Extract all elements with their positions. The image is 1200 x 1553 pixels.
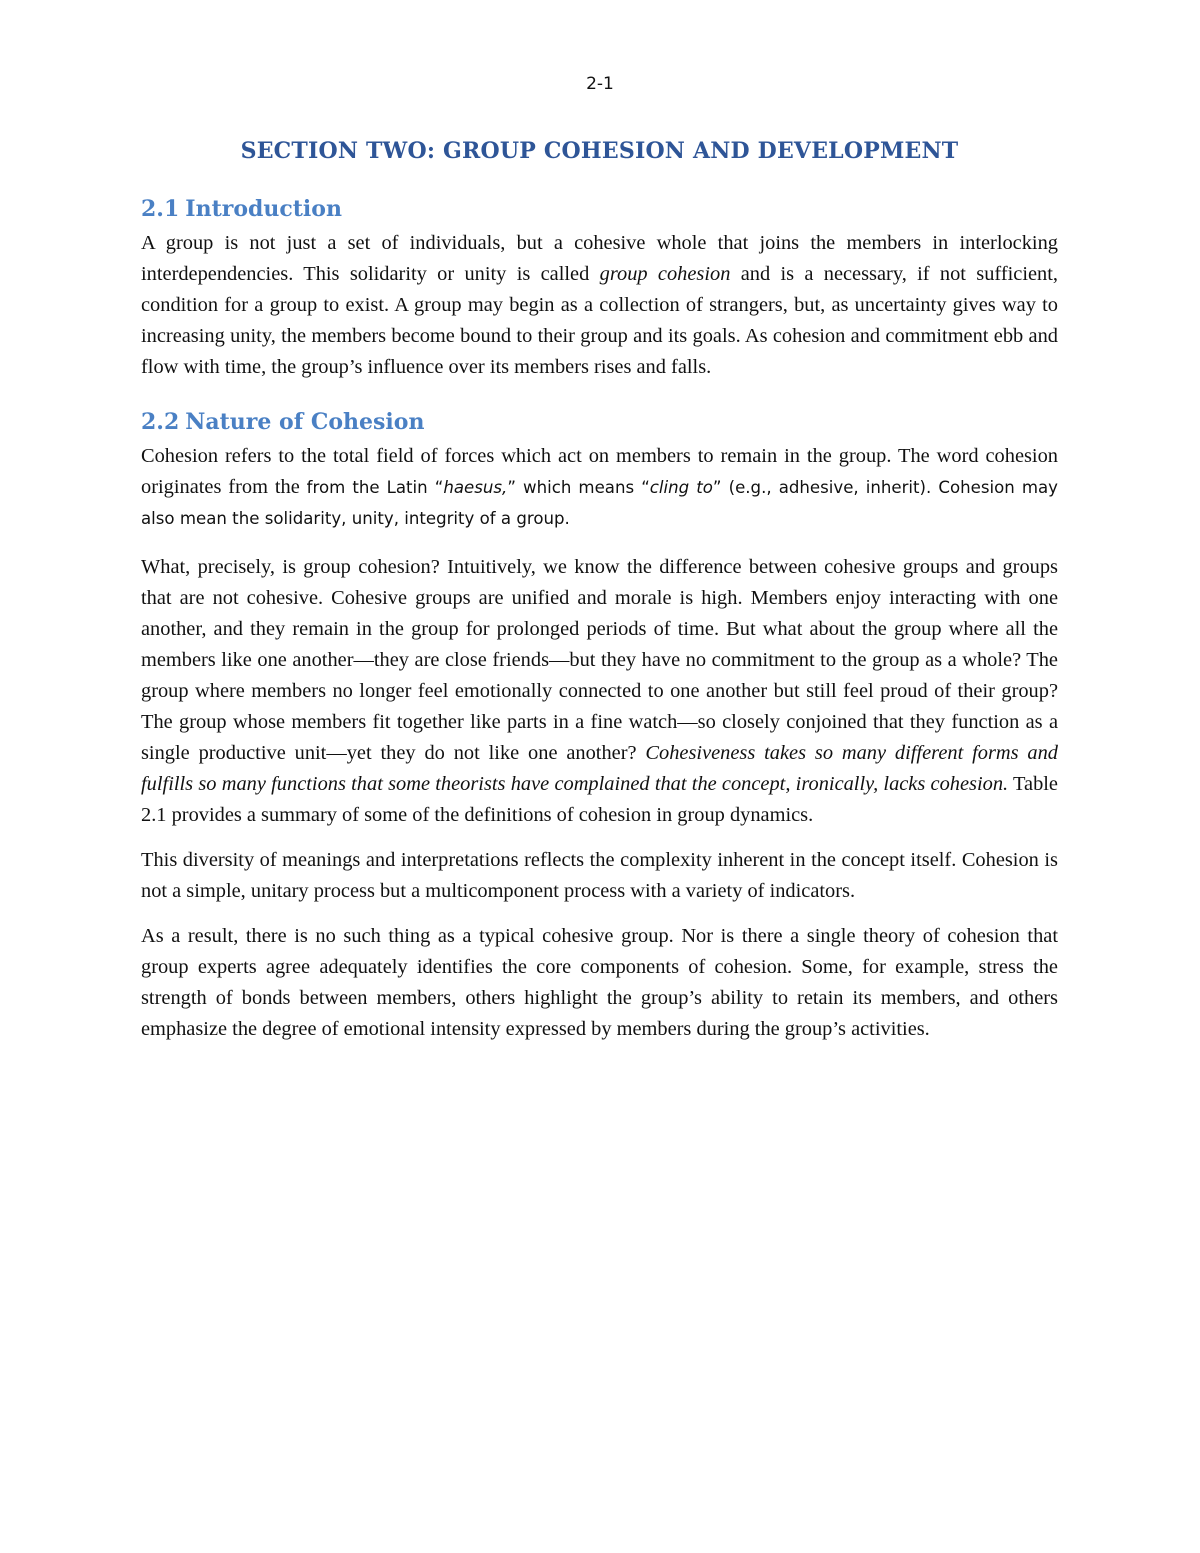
- page-number: 2-1: [586, 74, 614, 94]
- section-title: Introduction: [185, 196, 342, 222]
- section-heading-nature-of-cohesion: [141, 407, 1058, 437]
- paragraph-introduction: [141, 228, 1058, 383]
- emphasis-term: cling to: [649, 478, 713, 497]
- section-number: 2.1: [141, 196, 180, 222]
- emphasis-term: group cohesion: [599, 263, 731, 285]
- paragraph-cohesion-definition: [141, 441, 1058, 534]
- text-run: ” which means “: [507, 478, 650, 497]
- text-run: Cohesion may also mean the solidarity, unity, integrity of a group.: [141, 478, 1058, 528]
- text-run: A group is not just a set of individuals, but a cohesive whole that joins the members in interlocking interdependencies. This solidarity or unity is called: [141, 232, 1058, 285]
- emphasis-sentence: Cohesiveness takes so many different forms and fulfills so many functions that some theorists have complained that the concept, ironically, lacks cohesion.: [141, 742, 1058, 795]
- paragraph-diversity: This diversity of meanings and interpretations reflects the complexity inherent in the concept itself. Cohesion is not a simple, unitary process but a multicomponent process with a variety of indicators.: [141, 849, 1058, 902]
- text-run: What, precisely, is group cohesion? Intuitively, we know the difference between cohesive groups and groups that are not cohesive. Cohesive groups are unified and morale is high. Members enjoy interacting with one another, and they remain in the group for prolonged periods of time. But what about the group where all the members like one another—they are close friends—but they have no commitment to the group as a whole? The group where members no longer feel emotionally connected to one another but still feel proud of their group? The group whose members fit together like parts in a fine watch—so closely conjoined that they function as a single productive unit—yet they do not like one another?: [141, 556, 1058, 764]
- text-run: ” (e.g., adhesive, inherit).: [712, 478, 939, 497]
- paragraph-what-is-cohesion: [141, 552, 1058, 831]
- section-heading-introduction: [141, 194, 1058, 224]
- document-body: [141, 138, 1058, 1059]
- text-run: from the Latin “: [306, 478, 444, 497]
- section-number: 2.2: [141, 409, 180, 435]
- section-title: Nature of Cohesion: [185, 409, 425, 435]
- text-run: and is a necessary, if not sufficient, condition for a group to exist. A group may begin as a collection of strangers, but, as uncertainty gives way to increasing unity, the members become bound to their group and its goals. As cohesion and commitment ebb and flow with time, the group’s influence over its members rises and falls.: [141, 263, 1058, 378]
- text-run: Table 2.1 provides a summary of some of the definitions of cohesion in group dynamics.: [141, 773, 1058, 826]
- paragraph-no-typical-group: As a result, there is no such thing as a typical cohesive group. Nor is there a single theory of cohesion that group experts agree adequately identifies the core components of cohesion. Some, for example, stress the strength of bonds between members, others highlight the group’s ability to retain its members, and others emphasize the degree of emotional intensity expressed by members during the group’s activities.: [141, 925, 1058, 1040]
- document-title: SECTION TWO: GROUP COHESION AND DEVELOPMENT: [240, 138, 959, 164]
- emphasis-term: haesus,: [443, 478, 508, 497]
- text-run: Cohesion refers to the total field of forces which act on members to remain in the group. The word cohesion originates from the: [141, 445, 1058, 498]
